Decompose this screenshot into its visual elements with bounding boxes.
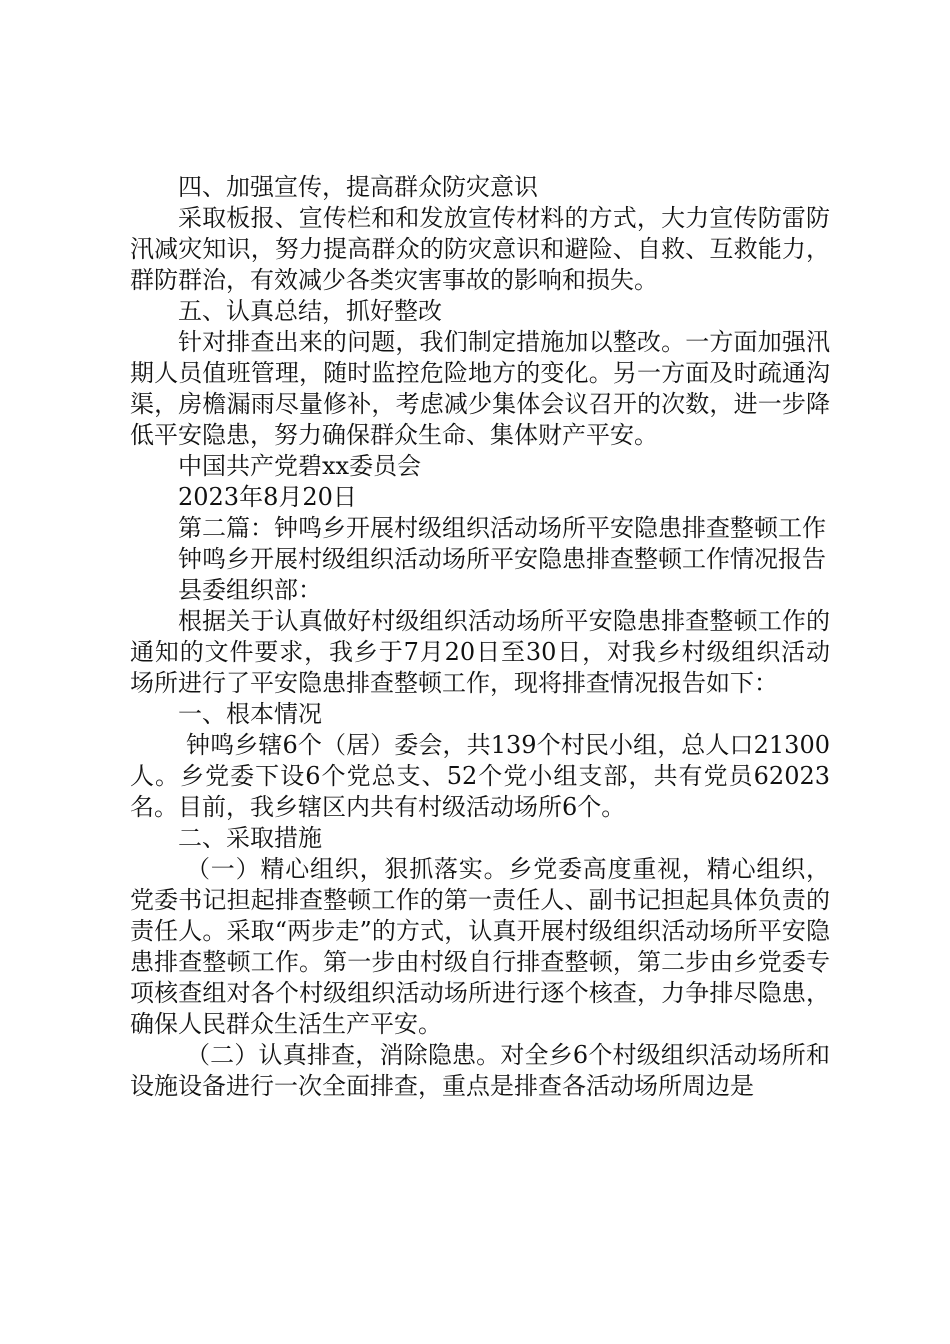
- paragraph-rectification: 针对排查出来的问题，我们制定措施加以整改。一方面加强汛期人员值班管理，随时监控危险地方的变化。另一方面及时疏通沟渠，房檐漏雨尽量修补，考虑减少集体会议召开的次数，进一步降低平安隐患，努力确保群众生命、集体财产平安。: [130, 328, 830, 449]
- addressee: 县委组织部：: [178, 576, 322, 604]
- paragraph-basic-info: 钟鸣乡辖6个（居）委会，共139个村民小组，总人口21300人。乡党委下设6个党总支、52个党小组支部，共有党员62023名。目前，我乡辖区内共有村级活动场所6个。: [130, 731, 830, 821]
- paragraph-measure-2: （二）认真排查，消除隐患。对全乡6个村级组织活动场所和设施设备进行一次全面排查，重点是排查各活动场所周边是: [130, 1041, 830, 1100]
- paragraph-measure-1: （一）精心组织，狠抓落实。乡党委高度重视，精心组织，党委书记担起排查整顿工作的第一责任人、副书记担起具体负责的责任人。采取“两步走”的方式，认真开展村级组织活动场所平安隐患排查整顿工作。第一步由村级自行排查整顿，第二步由乡党委专项核查组对各个村级组织活动场所进行逐个核查，力争排尽隐患，确保人民群众生活生产平安。: [130, 855, 830, 1038]
- signature-organization: 中国共产党碧xx委员会: [178, 452, 422, 480]
- section-heading-5: 五、认真总结，抓好整改: [178, 297, 442, 325]
- paragraph-intro: 根据关于认真做好村级组织活动场所平安隐患排查整顿工作的通知的文件要求，我乡于7月20日至30日，对我乡村级组织活动场所进行了平安隐患排查整顿工作，现将排查情况报告如下：: [130, 607, 830, 697]
- signature-date: 2023年8月20日: [178, 483, 357, 511]
- report-title: 钟鸣乡开展村级组织活动场所平安隐患排查整顿工作情况报告: [178, 545, 826, 573]
- section-heading-4: 四、加强宣传，提高群众防灾意识: [178, 173, 538, 201]
- document-body: [130, 172, 830, 1102]
- second-article-title: 第二篇：钟鸣乡开展村级组织活动场所平安隐患排查整顿工作: [178, 514, 826, 542]
- section-heading-basic: 一、根本情况: [178, 700, 322, 728]
- section-heading-measures: 二、采取措施: [178, 824, 322, 852]
- paragraph-publicity: 采取板报、宣传栏和和发放宣传材料的方式，大力宣传防雷防汛减灾知识，努力提高群众的防灾意识和避险、自救、互救能力，群防群治，有效减少各类灾害事故的影响和损失。: [130, 204, 830, 294]
